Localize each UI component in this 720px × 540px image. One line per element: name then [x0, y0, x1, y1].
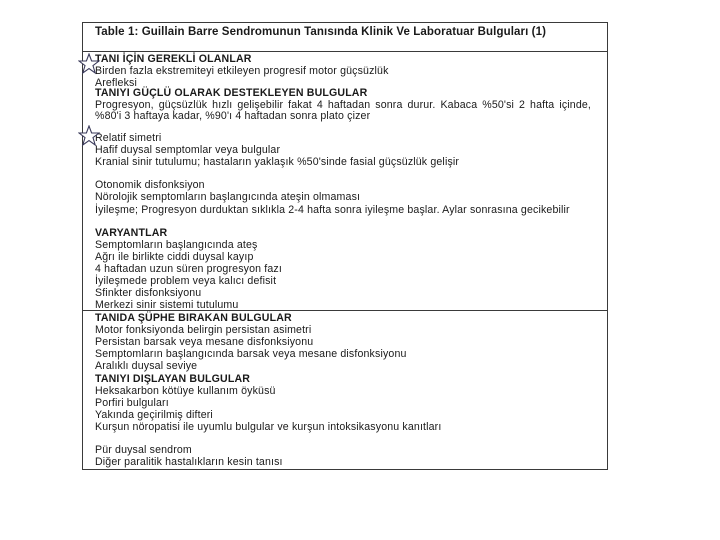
list-item: Relatif simetri	[95, 132, 162, 144]
list-item: Hafif duysal semptomlar veya bulgular	[95, 144, 281, 156]
list-item: 4 haftadan uzun süren progresyon fazı	[95, 263, 282, 275]
star-icon	[78, 125, 100, 147]
section-divider	[83, 310, 607, 311]
list-item: Otonomik disfonksiyon	[95, 179, 205, 191]
list-item: İyileşme; Progresyon durduktan sıklıkla 2-4 hafta sonra iyileşme başlar. Aylar sonrasına gecikebilir	[95, 204, 570, 216]
list-item: Semptomların başlangıcında ateş	[95, 239, 258, 251]
list-item: Persistan barsak veya mesane disfonksiyonu	[95, 336, 314, 348]
section-title-variants: VARYANTLAR	[95, 227, 168, 239]
list-item: Porfiri bulguları	[95, 397, 169, 409]
list-item: Progresyon, güçsüzlük hızlı gelişebilir fakat 4 haftadan sonra durur. Kabaca %50'si 2 hafta içinde, %80'i 3 haftaya kadar, %90'ı 4 haftadan sonra plato çizer	[95, 99, 591, 122]
list-item: Merkezi sinir sistemi tutulumu	[95, 299, 239, 311]
list-item: İyileşmede problem veya kalıcı defisit	[95, 275, 277, 287]
list-item: Pür duysal sendrom	[95, 444, 192, 456]
list-item: Yakında geçirilmiş difteri	[95, 409, 213, 421]
list-item: Nörolojik semptomların başlangıcında ateşin olmaması	[95, 191, 361, 203]
list-item: Semptomların başlangıcında barsak veya mesane disfonksiyonu	[95, 348, 407, 360]
caption-divider	[83, 51, 607, 52]
star-icon	[78, 53, 100, 75]
list-item: Heksakarbon kötüye kullanım öyküsü	[95, 385, 276, 397]
section-title-excluding: TANIYI DIŞLAYAN BULGULAR	[95, 373, 251, 385]
section-title-required: TANI İÇİN GEREKLİ OLANLAR	[95, 53, 252, 65]
section-title-supportive: TANIYI GÜÇLÜ OLARAK DESTEKLEYEN BULGULAR	[95, 87, 368, 99]
table-caption: Table 1: Guillain Barre Sendromunun Tanısında Klinik Ve Laboratuar Bulguları (1)	[95, 26, 547, 38]
section-title-doubtful: TANIDA ŞÜPHE BIRAKAN BULGULAR	[95, 312, 292, 324]
findings-table	[82, 22, 608, 470]
list-item: Kranial sinir tutulumu; hastaların yaklaşık %50'sinde fasial güçsüzlük gelişir	[95, 156, 460, 168]
list-item: Birden fazla ekstremiteyi etkileyen progresif motor güçsüzlük	[95, 65, 389, 77]
list-item: Diğer paralitik hastalıkların kesin tanısı	[95, 456, 283, 468]
list-item: Arefleksi	[95, 77, 137, 89]
list-item: Motor fonksiyonda belirgin persistan asimetri	[95, 324, 312, 336]
list-item: Aralıklı duysal seviye	[95, 360, 198, 372]
list-item: Sfinkter disfonksiyonu	[95, 287, 202, 299]
list-item: Kurşun nöropatisi ile uyumlu bulgular ve kurşun intoksikasyonu kanıtları	[95, 421, 442, 433]
list-item: Ağrı ile birlikte ciddi duysal kayıp	[95, 251, 254, 263]
